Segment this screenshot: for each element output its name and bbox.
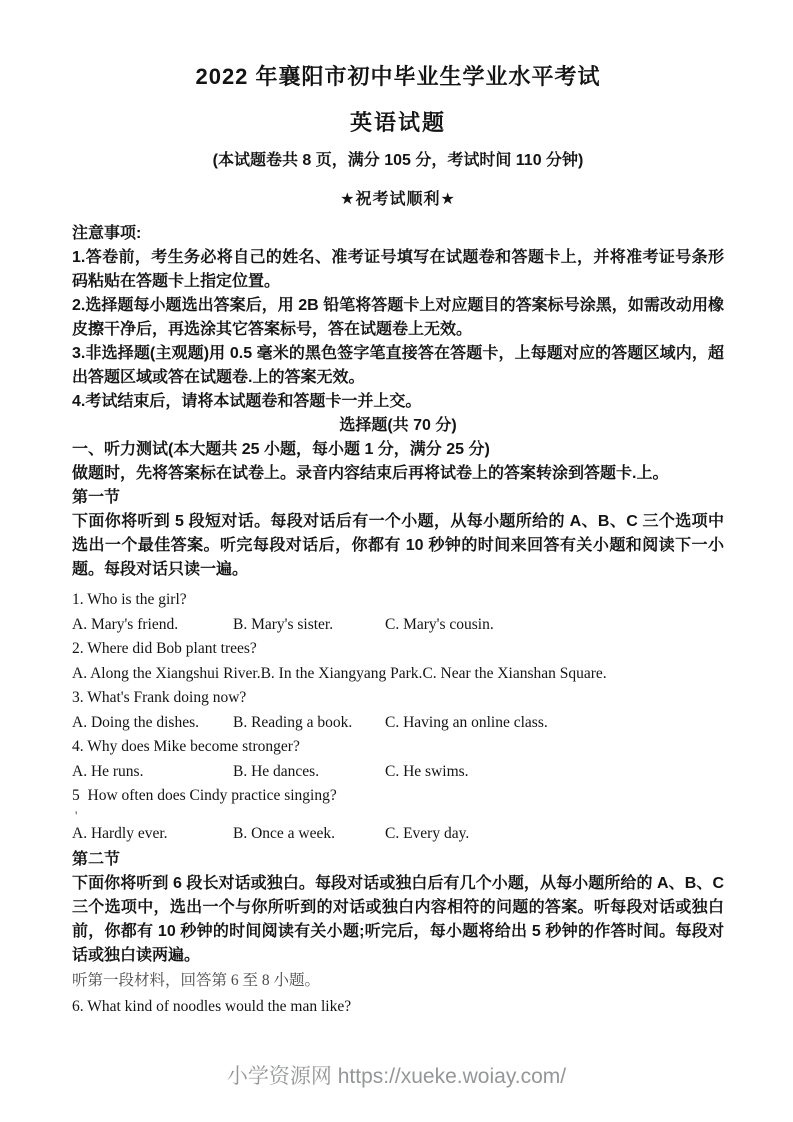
question-options	[72, 662, 724, 687]
question-4	[72, 735, 724, 784]
notice-item-4: 4.考试结束后，请将本试题卷和答题卡一并上交。	[72, 393, 422, 410]
material-1-note: 听第一段材料，回答第 6 至 8 小题。	[72, 972, 321, 989]
page-title: 2022 年襄阳市初中毕业生学业水平考试	[195, 64, 601, 89]
part1-instructions: 下面你将听到 5 段短对话。每段对话后有一个小题，从每小题所给的 A、B、C 三个选项中选出一个最佳答案。听完每段对话后，你都有 10 秒钟的时间来回答有关小题和阅读下一小题。每段对话只读一遍。	[72, 513, 724, 578]
option-b: B. Reading a book.	[233, 713, 353, 731]
page-subtitle: 英语试题	[349, 110, 446, 135]
part1-heading: 第一节	[72, 489, 121, 506]
option-b: B. Mary's sister.	[233, 615, 334, 633]
listening-section-heading: 一、听力测试(本大题共 25 小题，每小题 1 分，满分 25 分)	[72, 441, 490, 458]
option-b: B. Once a week.	[233, 824, 335, 842]
paper-info: (本试题卷共 8 页，满分 105 分，考试时间 110 分钟)	[212, 152, 584, 169]
question-options	[72, 760, 724, 785]
option-a: A. Doing the dishes.	[72, 713, 200, 731]
question-options	[72, 613, 724, 638]
option-a: A. Along the Xiangshui River.	[72, 664, 261, 682]
notice-item-2: 2.选择题每小题选出答案后，用 2B 铅笔将答题卡上对应题目的答案标号涂黑，如需改动用橡皮擦干净后，再选涂其它答案标号，答在试题卷上无效。	[72, 297, 724, 338]
option-c: C. Every day.	[385, 824, 470, 842]
option-a: A. Mary's friend.	[72, 615, 179, 633]
option-b: B. In the Xiangyang Park.	[260, 664, 423, 682]
notice-item-1: 1.答卷前，考生务必将自己的姓名、准考证号填写在试题卷和答题卡上，并将准考证号条形码粘贴在答题卡上指定位置。	[72, 249, 724, 290]
option-c: C. Near the Xianshan Square.	[422, 664, 607, 682]
notices-heading: 注意事项:	[72, 225, 142, 242]
question-text: 1. Who is the girl?	[72, 591, 187, 608]
page-content	[72, 0, 724, 1020]
question-3	[72, 686, 724, 735]
site-watermark: 小学资源网 https://xueke.woiay.com/	[226, 1065, 567, 1088]
question-options	[72, 822, 724, 847]
exam-wish: ★祝考试顺利★	[340, 191, 456, 208]
question-text: 5 How often does Cindy practice singing?	[72, 787, 337, 804]
question-text: 4. Why does Mike become stronger?	[72, 738, 300, 755]
stray-mark: '	[75, 807, 78, 823]
notice-item-3: 3.非选择题(主观题)用 0.5 毫米的黑色签字笔直接答在答题卡，上每题对应的答题区域内，超出答题区域或答在试题卷.上的答案无效。	[72, 345, 724, 386]
option-c: C. He swims.	[385, 762, 469, 780]
choice-section-heading: 选择题(共 70 分)	[339, 417, 457, 434]
question-text: 3. What's Frank doing now?	[72, 689, 247, 706]
question-text: 2. Where did Bob plant trees?	[72, 640, 257, 657]
option-a: A. He runs.	[72, 762, 144, 780]
option-c: C. Mary's cousin.	[385, 615, 494, 633]
listening-note: 做题时，先将答案标在试卷上。录音内容结束后再将试卷上的答案转涂到答题卡.上。	[72, 465, 669, 482]
part2-heading: 第二节	[72, 851, 121, 868]
question-2	[72, 637, 724, 686]
question-6-text: 6. What kind of noodles would the man like?	[72, 998, 352, 1015]
question-5	[72, 784, 724, 846]
question-options	[72, 711, 724, 736]
part2-instructions: 下面你将听到 6 段长对话或独白。每段对话或独白后有几个小题，从每小题所给的 A、B、C 三个选项中，选出一个与你所听到的对话或独白内容相符的问题的答案。听每段对话或独白前，你都有 10 秒钟的时间阅读有关小题;听完后，每小题将给出 5 秒钟的作答时间。每段对话或独白读两遍。	[72, 875, 724, 964]
option-c: C. Having an online class.	[385, 713, 548, 731]
option-a: A. Hardly ever.	[72, 824, 168, 842]
option-b: B. He dances.	[233, 762, 320, 780]
question-1	[72, 588, 724, 637]
